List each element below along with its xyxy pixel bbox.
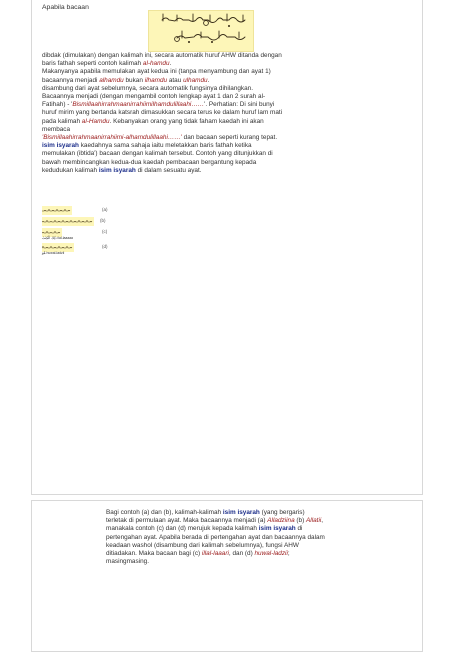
text-line xyxy=(42,77,318,85)
transliteration-text: 'Bismillaahirrahmaanirrahiimi-alhamdulillaahi……' xyxy=(42,134,182,142)
text-line xyxy=(42,118,318,126)
quran-verse-image xyxy=(148,10,254,52)
transliteration-text: ilhamdu xyxy=(144,76,168,84)
text-line xyxy=(42,142,318,150)
text-line xyxy=(106,558,406,566)
opening-text: Apabila bacaan xyxy=(42,4,89,11)
example-row xyxy=(42,243,112,257)
transliteration-text: ulhamdu xyxy=(183,76,208,84)
text-line xyxy=(106,534,406,542)
text-segment: '. Perhatian: Di sini bunyi xyxy=(204,101,275,109)
document-page-1 xyxy=(31,0,423,495)
transliteration-text: alhamdu xyxy=(99,76,124,84)
text-segment: kedudukan kalimah xyxy=(42,166,99,174)
arabic-calligraphy-icon xyxy=(149,11,253,51)
text-segment: masingmasing. xyxy=(106,558,149,566)
text-line xyxy=(106,550,406,558)
text-segment: huruf mirim yang bertanda katsrah dimasukkan secara terus ke dalam huruf lam mati xyxy=(42,109,283,117)
text-line xyxy=(106,517,406,525)
text-segment: . xyxy=(207,76,210,84)
text-line xyxy=(42,167,318,175)
example-verse-image xyxy=(42,206,72,215)
example-row xyxy=(42,206,112,216)
text-segment: bukan xyxy=(123,76,145,84)
example-row xyxy=(42,217,112,227)
example-marker: (a) xyxy=(102,207,108,212)
text-line xyxy=(42,109,318,117)
text-segment: Bagi contoh (a) dan (b), kalimah-kalimah xyxy=(106,509,223,516)
text-line xyxy=(42,101,318,109)
term-highlight: isim isyarah xyxy=(98,166,136,174)
example-marker: (d) xyxy=(102,244,108,249)
text-segment: Makanyanya apabila memulakan ayat kedua ini (tanpa menyambung dan ayat 1) xyxy=(42,68,271,76)
term-highlight: isim isyarah xyxy=(42,142,79,150)
text-segment: terletak di permulaan ayat. Maka bacaannya menjadi (a) xyxy=(106,517,268,525)
text-line xyxy=(106,542,406,550)
text-line xyxy=(106,509,406,517)
example-caption: ذٰلِكَ الْكِتٰبُ ilal-laaaaa xyxy=(42,236,73,240)
text-segment: kaedahnya sama sahaja iaitu meletakkan baris fathah ketika xyxy=(78,142,252,150)
text-segment: keadaan washol (disambung dari kalimah sebelumnya), fungsi AHW xyxy=(106,541,299,549)
text-segment: dan bacaan seperti kurang tepat. xyxy=(181,134,278,142)
transliteration-text: al-hamdu xyxy=(142,60,170,68)
text-segment: memulakan (ibtida') bacaan dengan kalimah tersebut. Contoh yang ditunjukkan di xyxy=(42,150,273,158)
text-line xyxy=(106,525,406,533)
paragraph-isim-isyarah-examples xyxy=(106,509,406,566)
text-segment: (b) xyxy=(294,517,307,525)
examples-thumbnails xyxy=(42,206,112,258)
example-marker: (b) xyxy=(100,218,106,223)
text-segment: ditiadakan. Maka bacaan bagi (c) xyxy=(106,550,202,558)
example-marker: (c) xyxy=(102,229,108,234)
text-segment: manakala contoh (c) dan (d) merujuk kepada kalimah xyxy=(106,525,259,533)
transliteration-text: Alladziina xyxy=(267,517,295,525)
text-segment: Bacaannya menjadi (dengan mengambil contoh lengkap ayat 1 dan 2 surah al- xyxy=(42,93,266,101)
text-segment: bawah membincangkan kedua-dua kaedah pembacaan bergantung kepada xyxy=(42,158,257,166)
text-line xyxy=(42,52,318,60)
text-segment: bacaannya menjadi xyxy=(42,76,100,84)
transliteration-text: al-Hamdu xyxy=(81,117,110,125)
text-segment: pertengahan ayat. Apabila berada di pertengahan ayat dan bacaannya dalam xyxy=(106,533,325,541)
text-segment: dibdak (dimulakan) dengan kalimah ini, secara automatik huruf AHW ditanda dengan xyxy=(42,52,282,59)
paragraph-ahw-explanation xyxy=(42,52,318,175)
text-line xyxy=(42,93,318,101)
transliteration-text: illal-laaari xyxy=(201,550,229,558)
text-segment: atau xyxy=(167,76,184,84)
text-line xyxy=(42,85,318,93)
text-segment: disambung dari ayat sebelumnya, secara automatik fungsinya dihilangkan. xyxy=(42,84,254,92)
example-row xyxy=(42,228,112,242)
document-page-2 xyxy=(31,500,423,652)
term-highlight: isim isyarah xyxy=(258,525,296,533)
text-segment: . Kebanyakan orang yang tidak faham kaedah ini akan xyxy=(109,117,264,125)
text-line xyxy=(42,60,318,68)
transliteration-text: huwal-ladzii xyxy=(254,550,288,558)
transliteration-text: Allatii xyxy=(306,517,322,525)
text-segment: Fatihah) - ' xyxy=(42,101,73,109)
text-segment: , dan (d) xyxy=(228,550,255,558)
text-segment: . xyxy=(169,60,172,68)
text-line xyxy=(42,150,318,158)
term-highlight: isim isyarah xyxy=(222,509,260,516)
text-line xyxy=(42,159,318,167)
text-segment: baris fathah seperti contoh kalimah xyxy=(42,60,143,68)
example-caption: هُوَ huwal-ladzii xyxy=(42,251,65,255)
text-line xyxy=(42,126,318,134)
text-segment: (yang bergaris) xyxy=(259,509,305,516)
text-segment: membaca xyxy=(42,125,71,133)
text-segment: ; xyxy=(287,550,290,558)
transliteration-text: Bismillaahirrahmaanirrahiimilhamdulillaahi…… xyxy=(72,101,205,109)
text-segment: di xyxy=(295,525,303,533)
text-line xyxy=(42,134,318,142)
example-verse-image xyxy=(42,217,94,226)
text-segment: pada kalimah xyxy=(42,117,82,125)
text-line xyxy=(42,68,318,76)
text-segment: , xyxy=(321,517,324,525)
text-segment: di dalam sesuatu ayat. xyxy=(135,166,202,174)
